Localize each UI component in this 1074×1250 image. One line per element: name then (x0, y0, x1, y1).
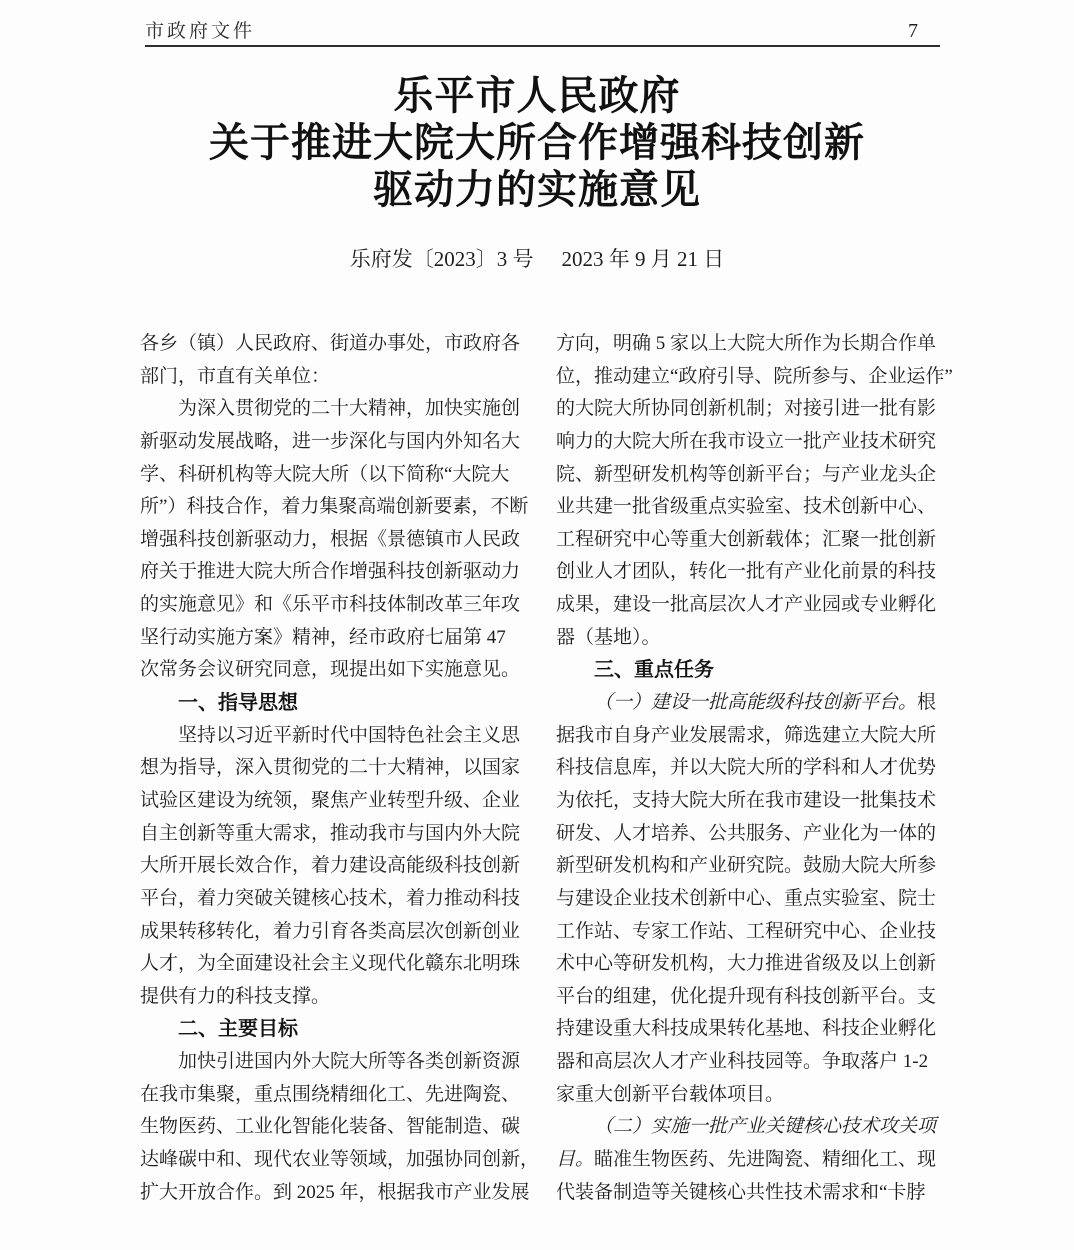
text-line (556, 361, 953, 394)
body-text: 据我市自身产业发展需求，筛选建立大院大所 (556, 724, 937, 746)
body-text: 器和高层次人才产业科技园等。争取落户 1-2 (556, 1051, 929, 1073)
body-text: 学、科研机构等大院大所（以下简称“大院大 (140, 463, 510, 485)
text-line (556, 720, 939, 753)
text-line (556, 654, 939, 687)
body-text: 所”）科技合作，着力集聚高端创新要素，不断 (140, 496, 529, 518)
body-text: 的大院大所协同创新机制；对接引进一批有影 (556, 398, 937, 420)
body-text: 研发、人才培养、公共服务、产业化为一体的 (556, 822, 937, 844)
text-line (556, 916, 939, 949)
body-text: 大所开展长效合作，着力建设高能级科技创新 (140, 855, 521, 877)
text-line (140, 393, 523, 426)
body-text: 扩大开放合作。到 2025 年，根据我市产业发展 (140, 1181, 530, 1203)
text-line (140, 1111, 523, 1144)
body-text: 新型研发机构和产业研究院。鼓励大院大所参 (556, 855, 937, 877)
body-text: 为依托，支持大院大所在我市建设一批集技术 (556, 789, 937, 811)
body-text: 坚行动实施方案》精神，经市政府七届第 47 (140, 626, 506, 648)
text-line (556, 524, 939, 557)
body-text: 平台的组建，优化提升现有科技创新平台。支 (556, 985, 937, 1007)
text-line (556, 1046, 939, 1079)
text-line (556, 393, 939, 426)
body-text: 坚持以习近平新时代中国特色社会主义思 (178, 724, 521, 746)
body-text: 与建设企业技术创新中心、重点实验室、院士 (556, 887, 937, 909)
text-line (556, 426, 939, 459)
text-line (140, 556, 523, 589)
body-text: 的实施意见》和《乐平市科技体制改革三年攻 (140, 594, 521, 616)
body-text: 业共建一批省级重点实验室、技术创新中心、 (556, 496, 937, 518)
text-line (140, 361, 523, 394)
body-text: 术中心等研发机构，大力推进省级及以上创新 (556, 953, 937, 975)
text-line (140, 850, 523, 883)
text-column-left (140, 328, 540, 1209)
text-line (556, 328, 939, 361)
body-text: 创业人才团队，转化一批有产业化前景的科技 (556, 561, 937, 583)
body-text: 器（基地）。 (556, 626, 661, 648)
text-line (556, 948, 939, 981)
text-line (556, 556, 939, 589)
kaiti-lead-text: 目。 (556, 1149, 595, 1171)
body-text: 为深入贯彻党的二十大精神，加快实施创 (178, 398, 521, 420)
body-text: 新驱动发展战略，进一步深化与国内外知名大 (140, 430, 521, 452)
text-line (140, 916, 523, 949)
body-text: 自主创新等重大需求，推动我市与国内外大院 (140, 822, 521, 844)
text-line (140, 524, 523, 557)
kaiti-lead-text: （一）建设一批高能级科技创新平台。 (594, 692, 918, 714)
text-line (556, 752, 939, 785)
section-heading: 三、重点任务 (594, 659, 714, 682)
text-line (556, 785, 939, 818)
page-number: 7 (908, 20, 918, 42)
kaiti-lead-text: （二）实施一批产业关键核心技术攻关项 (594, 1116, 937, 1138)
body-text: 部门，市直有关单位： (140, 365, 331, 387)
text-line (140, 654, 523, 687)
body-text: 想为指导，深入贯彻党的二十大精神，以国家 (140, 757, 521, 779)
text-line (556, 818, 939, 851)
body-text: 响力的大院大所在我市设立一批产业技术研究 (556, 430, 937, 452)
body-text: 科技信息库，并以大院大所的学科和人才优势 (556, 757, 937, 779)
body-text: 增强科技创新驱动力，根据《景德镇市人民政 (140, 528, 521, 550)
body-text: 提供有力的科技支撑。 (140, 985, 331, 1007)
body-text: 人才，为全面建设社会主义现代化赣东北明珠 (140, 953, 521, 975)
text-line (556, 1079, 939, 1112)
text-line (140, 752, 523, 785)
body-text: 根 (917, 692, 937, 714)
text-line (556, 1111, 939, 1144)
body-text: 加快引进国内外大院大所等各类创新资源 (178, 1051, 521, 1073)
text-line (556, 491, 939, 524)
text-line (140, 883, 523, 916)
body-text: 在我市集聚，重点围绕精细化工、先进陶瓷、 (140, 1083, 521, 1105)
text-line (140, 948, 523, 981)
body-text: 工程研究中心等重大创新载体；汇聚一批创新 (556, 528, 937, 550)
text-line (140, 491, 529, 524)
text-line (140, 459, 523, 492)
body-text: 成果转移转化，着力引育各类高层次创新创业 (140, 920, 521, 942)
text-line (556, 883, 939, 916)
body-text: 达峰碳中和、现代农业等领域，加强协同创新， (140, 1149, 540, 1171)
title-line-2: 关于推进大院大所合作增强科技创新 (209, 120, 865, 165)
section-heading: 一、指导思想 (178, 692, 298, 715)
title-line-3: 驱动力的实施意见 (373, 167, 701, 212)
body-text: 方向，明确 5 家以上大院大所作为长期合作单 (556, 333, 937, 354)
text-line (140, 1144, 540, 1177)
text-line (140, 720, 523, 753)
body-text: 试验区建设为统领，聚焦产业转型升级、企业 (140, 789, 521, 811)
text-line (140, 818, 523, 851)
body-text: 代装备制造等关键核心共性技术需求和“卡脖 (556, 1181, 926, 1203)
text-line (556, 459, 939, 492)
body-text: 各乡（镇）人民政府、街道办事处，市政府各 (140, 333, 521, 354)
text-line (140, 1013, 523, 1046)
header-label: 市政府文件 (145, 21, 256, 42)
text-line (140, 328, 523, 361)
text-line (556, 1177, 939, 1210)
text-line (140, 1079, 523, 1112)
body-text: 持建设重大科技成果转化基地、科技企业孵化 (556, 1018, 937, 1040)
document-title (0, 72, 1074, 213)
title-line-1: 乐平市人民政府 (393, 73, 681, 118)
text-line (556, 1013, 939, 1046)
body-text: 次常务会议研究同意，现提出如下实施意见。 (140, 659, 521, 681)
section-heading: 二、主要目标 (178, 1018, 298, 1041)
body-text: 位，推动建立“政府引导、院所参与、企业运作” (556, 365, 953, 387)
text-line (140, 1046, 523, 1079)
body-text: 成果，建设一批高层次人才产业园或专业孵化 (556, 594, 937, 616)
text-line (140, 426, 523, 459)
body-text: 家重大创新平台载体项目。 (556, 1083, 785, 1105)
text-line (556, 1144, 939, 1177)
text-line (140, 622, 523, 655)
body-text: 瞄准生物医药、先进陶瓷、精细化工、现 (594, 1149, 937, 1171)
text-line (140, 1177, 530, 1210)
text-line (556, 622, 939, 655)
document-body (140, 328, 953, 1209)
text-line (556, 981, 939, 1014)
document-header (145, 12, 940, 47)
text-line (140, 687, 523, 720)
issue-number: 乐府发〔2023〕3 号 (349, 247, 534, 271)
text-line (556, 589, 939, 622)
body-text: 平台，着力突破关键核心技术，着力推动科技 (140, 887, 521, 909)
doc-number-line (0, 243, 1074, 273)
body-text: 工作站、专家工作站、工程研究中心、企业技 (556, 920, 937, 942)
text-line (556, 687, 939, 720)
body-text: 院、新型研发机构等创新平台；与产业龙头企 (556, 463, 937, 485)
text-line (140, 589, 523, 622)
body-text: 府关于推进大院大所合作增强科技创新驱动力 (140, 561, 521, 583)
text-column-right (556, 328, 953, 1209)
text-line (140, 785, 523, 818)
issue-date: 2023 年 9 月 21 日 (561, 247, 725, 271)
text-line (140, 981, 523, 1014)
text-line (556, 850, 939, 883)
body-text: 生物医药、工业化智能化装备、智能制造、碳 (140, 1116, 521, 1138)
